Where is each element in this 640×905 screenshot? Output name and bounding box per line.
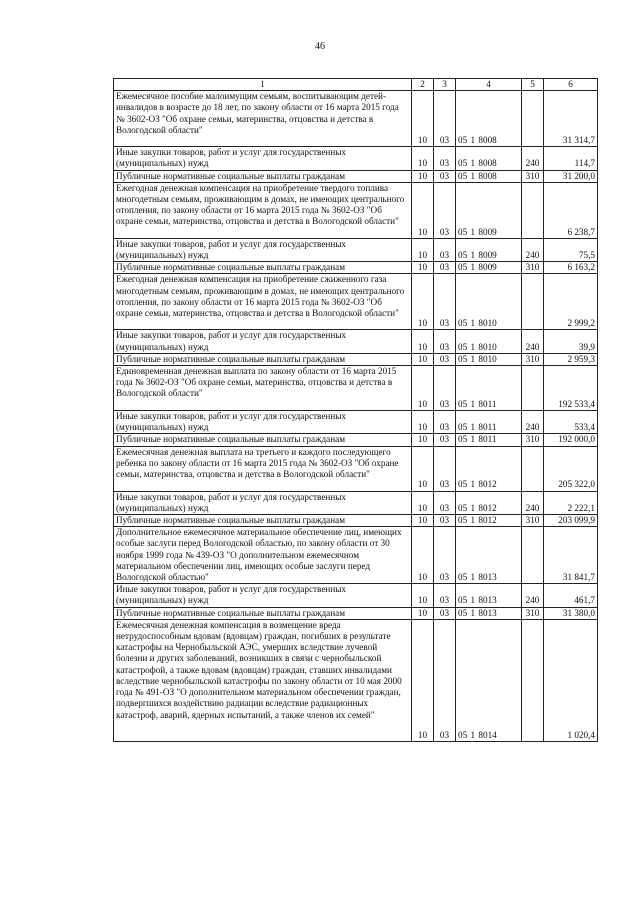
row-section: 10 [412,607,434,619]
column-header: 6 [544,79,598,91]
row-subsection: 03 [434,147,456,170]
table-row [114,274,598,330]
row-name: Ежегодная денежная компенсация на приобретение сжиженного газа многодетным семьям, проживающим в домах, не имеющих центрального отопления, по закону области от 16 марта 2015 года № 3602-ОЗ "Об охране семьи, материнства, отцовства и детства в Вологодской области" [114,274,412,330]
row-amount: 31 200,0 [544,170,598,182]
row-expense-type: 310 [522,515,544,527]
row-name: Публичные нормативные социальные выплаты гражданам [114,262,412,274]
row-section: 10 [412,262,434,274]
row-subsection: 03 [434,353,456,365]
row-expense-type: 310 [522,353,544,365]
row-subsection: 03 [434,366,456,411]
table-row [114,353,598,365]
budget-table [113,78,598,742]
row-amount: 31 841,7 [544,527,598,584]
row-amount: 203 099,9 [544,515,598,527]
row-amount: 1 020,4 [544,619,598,741]
column-header: 1 [114,79,412,91]
row-name: Единовременная денежная выплата по закону области от 16 марта 2015 года № 3602-ОЗ "Об охране семьи, материнства, отцовства и детства в Вологодской области" [114,366,412,411]
row-subsection: 03 [434,182,456,238]
row-expense-type: 310 [522,262,544,274]
row-amount: 6 163,2 [544,262,598,274]
table-row [114,527,598,584]
table-row [114,434,598,446]
row-name: Публичные нормативные социальные выплаты гражданам [114,434,412,446]
row-section: 10 [412,366,434,411]
row-section: 10 [412,170,434,182]
row-amount: 192 000,0 [544,434,598,446]
row-expense-type [522,446,544,491]
row-name: Ежемесячная денежная компенсация в возмещение вреда нетрудоспособным вдовам (вдовцам) граждан, погибших в результате катастрофы на Чернобыльской АЭС, умерших вследствие лучевой болезни и других заболеваний, возникших в связи с чернобыльской катастрофой, а также вдовам (вдовцам) граждан, ставших инвалидами вследствие чернобыльской катастрофы по закону области от 10 мая 2000 года № 491-ОЗ "О дополнительном материальном обеспечении граждан, подвергшихся воздействию радиации вследствие радиационных катастроф, аварий, ядерных испытаний, а также членов их семей" [114,619,412,741]
row-amount: 2 222,1 [544,491,598,514]
row-expense-type: 240 [522,238,544,261]
row-target-code: 05 1 8011 [456,434,522,446]
column-header: 5 [522,79,544,91]
row-amount: 6 238,7 [544,182,598,238]
row-expense-type [522,182,544,238]
column-header: 2 [412,79,434,91]
row-subsection: 03 [434,584,456,607]
row-subsection: 03 [434,91,456,147]
row-expense-type: 310 [522,434,544,446]
table-row [114,607,598,619]
table-row [114,238,598,261]
table-row [114,515,598,527]
column-header: 3 [434,79,456,91]
table-row [114,584,598,607]
table-row [114,330,598,353]
table-row [114,619,598,741]
row-subsection: 03 [434,262,456,274]
row-expense-type: 240 [522,330,544,353]
row-amount: 39,9 [544,330,598,353]
row-name: Ежемесячное пособие малоимущим семьям, воспитывающим детей-инвалидов в возрасте до 18 лет, по закону области от 16 марта 2015 года № 3602-ОЗ "Об охране семьи, материнства, отцовства и детства в Вологодской области" [114,91,412,147]
row-subsection: 03 [434,170,456,182]
row-target-code: 05 1 8013 [456,527,522,584]
row-name: Дополнительное ежемесячное материальное обеспечение лиц, имеющих особые заслуги перед Вологодской областью, по закону области от 30 ноября 1999 года № 439-ОЗ "О дополнительном ежемесячном материальном обеспечении лиц, имеющих особые заслуги перед Вологодской областью" [114,527,412,584]
row-section: 10 [412,91,434,147]
row-section: 10 [412,238,434,261]
row-name: Иные закупки товаров, работ и услуг для государственных (муниципальных) нужд [114,411,412,434]
row-target-code: 05 1 8012 [456,515,522,527]
row-section: 10 [412,353,434,365]
row-subsection: 03 [434,491,456,514]
row-target-code: 05 1 8013 [456,584,522,607]
row-section: 10 [412,147,434,170]
row-expense-type [522,527,544,584]
row-target-code: 05 1 8010 [456,274,522,330]
row-target-code: 05 1 8008 [456,170,522,182]
row-target-code: 05 1 8012 [456,446,522,491]
row-name: Публичные нормативные социальные выплаты гражданам [114,353,412,365]
row-name: Иные закупки товаров, работ и услуг для государственных (муниципальных) нужд [114,584,412,607]
row-target-code: 05 1 8011 [456,366,522,411]
row-section: 10 [412,274,434,330]
row-expense-type: 240 [522,491,544,514]
row-section: 10 [412,491,434,514]
row-target-code: 05 1 8010 [456,330,522,353]
row-target-code: 05 1 8009 [456,182,522,238]
row-name: Публичные нормативные социальные выплаты гражданам [114,515,412,527]
row-amount: 533,4 [544,411,598,434]
row-subsection: 03 [434,330,456,353]
row-name: Ежемесячная денежная выплата на третьего и каждого последующего ребенка по закону области от 16 марта 2015 года № 3602-ОЗ "Об охране семьи, материнства, отцовства и детства в Вологодской области" [114,446,412,491]
table-row [114,91,598,147]
row-target-code: 05 1 8009 [456,262,522,274]
row-expense-type: 310 [522,170,544,182]
table-row [114,262,598,274]
row-name: Публичные нормативные социальные выплаты гражданам [114,607,412,619]
row-target-code: 05 1 8008 [456,91,522,147]
row-subsection: 03 [434,619,456,741]
row-amount: 192 533,4 [544,366,598,411]
row-expense-type [522,366,544,411]
row-amount: 75,5 [544,238,598,261]
row-section: 10 [412,515,434,527]
row-name: Ежегодная денежная компенсация на приобретение твердого топлива многодетным семьям, проживающим в домах, не имеющих центрального отопления, по закону области от 16 марта 2015 года № 3602-ОЗ "Об охране семьи, материнства, отцовства и детства в Вологодской области" [114,182,412,238]
row-target-code: 05 1 8010 [456,353,522,365]
row-subsection: 03 [434,515,456,527]
row-amount: 205 322,0 [544,446,598,491]
row-section: 10 [412,584,434,607]
row-subsection: 03 [434,607,456,619]
row-target-code: 05 1 8012 [456,491,522,514]
row-amount: 31 314,7 [544,91,598,147]
row-expense-type: 240 [522,147,544,170]
row-section: 10 [412,619,434,741]
row-expense-type [522,91,544,147]
row-subsection: 03 [434,527,456,584]
row-expense-type [522,619,544,741]
row-expense-type: 310 [522,607,544,619]
row-amount: 31 380,0 [544,607,598,619]
row-section: 10 [412,434,434,446]
row-subsection: 03 [434,274,456,330]
row-target-code: 05 1 8011 [456,411,522,434]
row-subsection: 03 [434,411,456,434]
row-name: Иные закупки товаров, работ и услуг для государственных (муниципальных) нужд [114,491,412,514]
row-section: 10 [412,527,434,584]
table-row [114,366,598,411]
row-name: Иные закупки товаров, работ и услуг для государственных (муниципальных) нужд [114,330,412,353]
row-target-code: 05 1 8009 [456,238,522,261]
table-row [114,491,598,514]
row-subsection: 03 [434,446,456,491]
row-subsection: 03 [434,434,456,446]
page-number: 46 [315,41,325,52]
column-header: 4 [456,79,522,91]
row-target-code: 05 1 8014 [456,619,522,741]
row-name: Иные закупки товаров, работ и услуг для государственных (муниципальных) нужд [114,238,412,261]
row-name: Иные закупки товаров, работ и услуг для государственных (муниципальных) нужд [114,147,412,170]
row-section: 10 [412,182,434,238]
table-row [114,182,598,238]
row-expense-type: 240 [522,584,544,607]
row-expense-type: 240 [522,411,544,434]
table-row [114,411,598,434]
row-target-code: 05 1 8008 [456,147,522,170]
row-amount: 2 959,3 [544,353,598,365]
table-header-row [114,79,598,91]
row-subsection: 03 [434,238,456,261]
row-name: Публичные нормативные социальные выплаты гражданам [114,170,412,182]
row-target-code: 05 1 8013 [456,607,522,619]
row-amount: 461,7 [544,584,598,607]
row-section: 10 [412,330,434,353]
row-expense-type [522,274,544,330]
table-row [114,170,598,182]
row-amount: 2 999,2 [544,274,598,330]
row-amount: 114,7 [544,147,598,170]
table-row [114,147,598,170]
row-section: 10 [412,446,434,491]
row-section: 10 [412,411,434,434]
table-row [114,446,598,491]
